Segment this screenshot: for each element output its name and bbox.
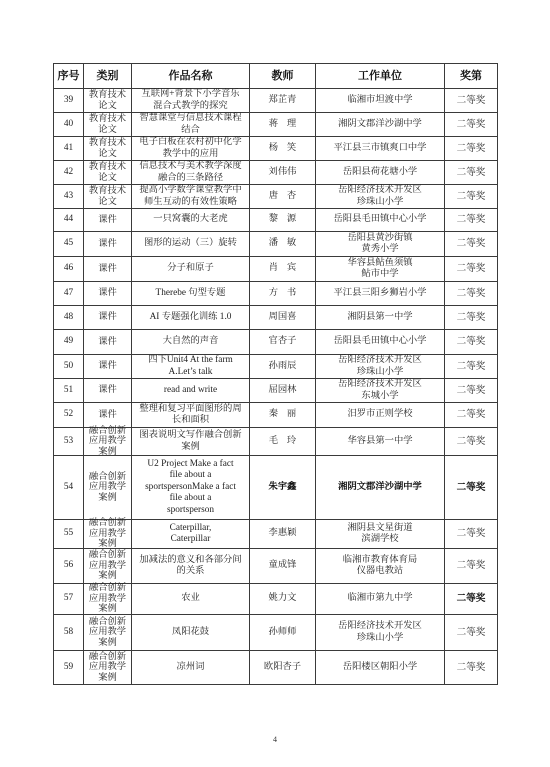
cell-unit: [316, 355, 445, 378]
cell-category: [84, 89, 132, 112]
cell-category-text: 课件: [98, 385, 117, 396]
cell-no-text: 45: [63, 238, 74, 249]
cell-title: [132, 306, 250, 329]
cell-no: [54, 355, 84, 378]
cell-award: [445, 520, 498, 548]
cell-category-text: 教育技术 论文: [88, 138, 127, 159]
cell-no-text: 52: [63, 409, 74, 420]
cell-title: [132, 456, 250, 519]
cell-no: [54, 113, 84, 136]
cell-no: [54, 428, 84, 455]
cell-category-text: 融合创新 应用教学 案例: [88, 616, 127, 648]
cell-award: [445, 456, 498, 519]
table-row: [54, 615, 498, 651]
cell-category: [84, 161, 132, 184]
cell-award: [445, 584, 498, 614]
cell-award-text: 二等奖: [456, 166, 486, 178]
table-row: [54, 282, 498, 306]
cell-category: [84, 209, 132, 231]
cell-no-text: 50: [63, 360, 74, 371]
cell-title: [132, 232, 250, 256]
cell-no-text: 42: [63, 166, 74, 177]
cell-category: [84, 584, 132, 614]
cell-category-text: 课件: [98, 409, 117, 420]
cell-no-text: 44: [63, 214, 74, 225]
cell-category-text: 教育技术 论文: [88, 186, 127, 207]
cell-teacher: [250, 520, 316, 548]
cell-title: [132, 330, 250, 354]
cell-award: [445, 615, 498, 650]
cell-award-text: 二等奖: [456, 214, 486, 226]
cell-no-text: 40: [63, 118, 74, 129]
cell-unit-text: 湘阴县文星街道 滨湖学校: [347, 522, 413, 544]
cell-no-text: 55: [63, 528, 74, 539]
cell-award-text: 二等奖: [456, 263, 486, 275]
cell-unit: [316, 456, 445, 519]
cell-award: [445, 549, 498, 583]
cell-title: [132, 137, 250, 160]
cell-teacher: [250, 456, 316, 519]
cell-teacher: [250, 403, 316, 427]
cell-title: [132, 355, 250, 378]
cell-category: [84, 615, 132, 650]
cell-teacher-text: 蒋 理: [268, 118, 297, 129]
table-row: [54, 355, 498, 379]
cell-category-text: 课件: [98, 214, 117, 225]
cell-no: [54, 379, 84, 402]
cell-title: [132, 549, 250, 583]
cell-award: [445, 209, 498, 231]
table-row: [54, 651, 498, 685]
cell-unit-text: 岳阳楼区朝阳小学: [342, 661, 418, 672]
cell-title-text: 图表说明文写作融合创新 案例: [139, 430, 242, 452]
cell-no-text: 47: [63, 287, 74, 298]
cell-no: [54, 209, 84, 231]
cell-unit-text: 华容县第一中学: [347, 435, 413, 446]
cell-title: [132, 615, 250, 650]
cell-award-text: 二等奖: [456, 94, 486, 106]
header-teacher-label: 教师: [271, 69, 294, 82]
cell-category: [84, 113, 132, 136]
cell-unit: [316, 520, 445, 548]
cell-unit-text: 平江县三阳乡狮岩小学: [333, 287, 427, 298]
cell-unit: [316, 209, 445, 231]
cell-no: [54, 137, 84, 160]
cell-title: [132, 651, 250, 684]
table-row: [54, 137, 498, 161]
cell-teacher: [250, 137, 316, 160]
cell-award: [445, 161, 498, 184]
cell-teacher-text: 孙雨辰: [268, 360, 297, 371]
cell-unit-text: 岳阳县毛田镇中心小学: [333, 214, 427, 225]
cell-award: [445, 428, 498, 455]
cell-award: [445, 137, 498, 160]
cell-title-text: 信息技术与美术教学深度 融合的三条路径: [139, 161, 242, 183]
cell-title-text: 凤阳花鼓: [171, 626, 210, 637]
cell-no-text: 54: [63, 481, 74, 492]
cell-teacher-text: 官杏子: [268, 336, 297, 347]
cell-award-text: 二等奖: [456, 560, 486, 572]
cell-no: [54, 282, 84, 305]
cell-no-text: 51: [63, 384, 74, 395]
cell-no-text: 39: [63, 94, 74, 105]
cell-award-text: 二等奖: [456, 118, 486, 130]
cell-unit-text: 岳阳经济技术开发区 东城小学: [338, 379, 422, 401]
cell-no-text: 46: [63, 263, 74, 274]
cell-no-text: 57: [63, 593, 74, 604]
cell-teacher-text: 方 书: [268, 287, 297, 298]
header-no-label: 序号: [57, 69, 80, 82]
cell-teacher: [250, 584, 316, 614]
cell-no: [54, 403, 84, 427]
cell-teacher: [250, 379, 316, 402]
cell-title-text: AI 专题强化训练 1.0: [149, 311, 232, 322]
cell-teacher: [250, 651, 316, 684]
header-cell-no: [54, 64, 84, 88]
cell-unit-text: 岳阳县荷花塘小学: [342, 166, 418, 177]
cell-title-text: 整理和复习平面图形的周 长和面积: [139, 403, 242, 425]
cell-award-text: 二等奖: [456, 481, 486, 493]
cell-teacher-text: 黎 源: [268, 214, 297, 225]
table-row: [54, 549, 498, 584]
cell-teacher: [250, 113, 316, 136]
cell-title-text: U2 Project Make a fact file about a sportspersonMake a fact file about a sportsperson: [145, 458, 236, 515]
cell-award: [445, 113, 498, 136]
table-row: [54, 379, 498, 403]
cell-title-text: 大自然的声音: [162, 336, 219, 347]
cell-teacher: [250, 355, 316, 378]
cell-category: [84, 306, 132, 329]
table-row: [54, 403, 498, 428]
cell-title-text: 四下Unit4 At the farm A.Let’s talk: [148, 355, 233, 377]
cell-category: [84, 549, 132, 583]
cell-no: [54, 257, 84, 281]
cell-unit-text: 临湘市教育体育局 仪器电教站: [342, 554, 418, 576]
cell-no-text: 53: [63, 435, 74, 446]
cell-award-text: 二等奖: [456, 593, 486, 605]
header-award-label: 奖第: [460, 69, 482, 82]
cell-no-text: 59: [63, 661, 74, 672]
cell-title-text: 智慧课堂与信息技术课程 结合: [139, 113, 242, 135]
cell-title: [132, 89, 250, 112]
cell-category-text: 课件: [98, 312, 117, 323]
table-row: [54, 161, 498, 185]
cell-no-text: 43: [63, 190, 74, 201]
cell-unit: [316, 379, 445, 402]
cell-teacher: [250, 185, 316, 208]
cell-teacher-text: 姚力文: [268, 593, 297, 604]
cell-title: [132, 403, 250, 427]
header-cell-title: [132, 64, 250, 88]
cell-teacher-text: 郑芷青: [268, 94, 297, 105]
cell-category: [84, 232, 132, 256]
cell-unit: [316, 232, 445, 256]
cell-teacher-text: 肖 宾: [268, 263, 297, 274]
table-row: [54, 425, 498, 457]
table-row: [54, 306, 498, 330]
cell-no-text: 58: [63, 626, 74, 637]
cell-no: [54, 330, 84, 354]
cell-unit: [316, 89, 445, 112]
cell-title: [132, 161, 250, 184]
page-number: 4: [273, 735, 277, 744]
cell-award: [445, 282, 498, 305]
cell-title-text: 分子和原子: [167, 263, 214, 274]
cell-no: [54, 520, 84, 548]
cell-award-text: 二等奖: [456, 384, 486, 396]
cell-unit: [316, 257, 445, 281]
cell-teacher-text: 毛 玲: [268, 435, 297, 446]
cell-title: [132, 209, 250, 231]
header-cell-unit: [316, 64, 445, 88]
cell-category-text: 课件: [98, 336, 117, 347]
cell-award-text: 二等奖: [456, 190, 486, 202]
cell-award: [445, 232, 498, 256]
cell-teacher: [250, 330, 316, 354]
cell-unit: [316, 113, 445, 136]
cell-category-text: 融合创新 应用教学 案例: [88, 583, 127, 615]
cell-category: [84, 282, 132, 305]
cell-award: [445, 89, 498, 112]
cell-unit-text: 湘阴文郡洋沙湖中学: [338, 118, 422, 129]
cell-award-text: 二等奖: [456, 661, 486, 673]
cell-category-text: 融合创新 应用教学 案例: [88, 518, 127, 550]
cell-title-text: Caterpillar, Caterpillar: [169, 522, 212, 544]
cell-teacher-text: 屈园林: [268, 384, 297, 395]
cell-no-text: 41: [63, 142, 74, 153]
cell-unit-text: 临湘市第九中学: [347, 593, 413, 604]
cell-category: [84, 355, 132, 378]
cell-unit: [316, 428, 445, 455]
cell-award: [445, 379, 498, 402]
cell-unit-text: 华容县鲇鱼须镇 鲇市中学: [347, 257, 413, 279]
cell-unit: [316, 161, 445, 184]
cell-teacher: [250, 232, 316, 256]
cell-category: [84, 403, 132, 427]
cell-teacher: [250, 257, 316, 281]
cell-teacher-text: 杨 笑: [268, 142, 297, 153]
cell-award-text: 二等奖: [456, 528, 486, 540]
cell-category-text: 教育技术 论文: [88, 90, 127, 111]
cell-title-text: 互联网+背景下小学音乐 混合式教学的探究: [141, 89, 240, 111]
cell-title: [132, 584, 250, 614]
cell-title: [132, 185, 250, 208]
cell-unit-text: 岳阳经济技术开发区 珍珠山小学: [338, 621, 422, 643]
cell-teacher-text: 刘伟伟: [268, 166, 297, 177]
cell-title: [132, 379, 250, 402]
cell-unit-text: 岳阳经济技术开发区 珍珠山小学: [338, 185, 422, 207]
cell-award-text: 二等奖: [456, 360, 486, 372]
cell-category: [84, 379, 132, 402]
cell-teacher: [250, 89, 316, 112]
cell-award-text: 二等奖: [456, 336, 486, 348]
cell-unit: [316, 615, 445, 650]
table-row: [54, 209, 498, 232]
cell-unit: [316, 306, 445, 329]
cell-award: [445, 403, 498, 427]
cell-category-text: 课件: [98, 361, 117, 372]
cell-teacher-text: 童成锋: [268, 560, 297, 571]
cell-unit-text: 汨罗市正则学校: [347, 409, 413, 420]
cell-no: [54, 306, 84, 329]
cell-award-text: 二等奖: [456, 311, 486, 323]
cell-award: [445, 651, 498, 684]
cell-unit: [316, 330, 445, 354]
table-body: [54, 89, 498, 685]
award-table: [53, 63, 498, 685]
cell-unit-text: 岳阳县黄沙街镇 黄秀小学: [347, 232, 413, 254]
cell-unit-text: 湘阴县第一中学: [347, 311, 413, 322]
cell-unit: [316, 584, 445, 614]
cell-title: [132, 428, 250, 455]
cell-teacher-text: 秦 丽: [268, 409, 297, 420]
cell-title-text: Therebe 句型专题: [155, 287, 226, 298]
cell-teacher: [250, 282, 316, 305]
cell-unit: [316, 549, 445, 583]
cell-teacher: [250, 428, 316, 455]
cell-no: [54, 89, 84, 112]
cell-no: [54, 549, 84, 583]
cell-teacher-text: 欧阳杏子: [263, 661, 302, 672]
header-cell-award: [445, 64, 498, 88]
cell-teacher-text: 孙师师: [268, 626, 297, 637]
cell-title-text: 加减法的意义和各部分间 的关系: [139, 554, 242, 576]
cell-no: [54, 584, 84, 614]
cell-unit-text: 湘阴文郡洋沙湖中学: [338, 481, 422, 492]
cell-no-text: 48: [63, 311, 74, 322]
table-row: [54, 89, 498, 113]
table-row: [54, 520, 498, 549]
header-cell-teacher: [250, 64, 316, 88]
cell-unit-text: 岳阳经济技术开发区 珍珠山小学: [338, 355, 422, 377]
cell-teacher-text: 潘 敏: [268, 238, 297, 249]
cell-category-text: 课件: [98, 263, 117, 274]
cell-teacher-text: 唐 杏: [268, 190, 297, 201]
table-row: [54, 584, 498, 615]
cell-unit-text: 岳阳县毛田镇中心小学: [333, 336, 427, 347]
cell-category-text: 教育技术 论文: [88, 114, 127, 135]
cell-unit: [316, 282, 445, 305]
cell-title-text: 电子白板在农村初中化学 教学中的应用: [139, 137, 242, 159]
table-row: [54, 185, 498, 209]
cell-no: [54, 185, 84, 208]
cell-title-text: 提高小学数学课堂教学中 师生互动的有效性策略: [139, 185, 242, 207]
cell-category: [84, 257, 132, 281]
cell-title-text: 图形的运动（三）旋转: [144, 238, 237, 249]
cell-category: [84, 520, 132, 548]
cell-teacher-text: 朱宇鑫: [268, 481, 297, 492]
table-row: [54, 330, 498, 355]
cell-award-text: 二等奖: [456, 409, 486, 421]
cell-teacher-text: 李惠颖: [268, 528, 297, 539]
cell-unit-text: 临湘市坦渡中学: [347, 94, 413, 105]
header-title-label: 作品名称: [168, 69, 213, 82]
cell-category: [84, 137, 132, 160]
cell-category: [84, 185, 132, 208]
cell-teacher: [250, 209, 316, 231]
table-row: [54, 232, 498, 257]
cell-title-text: read and write: [163, 384, 218, 395]
header-unit-label: 工作单位: [358, 69, 402, 82]
cell-category-text: 融合创新 应用教学 案例: [88, 471, 127, 503]
cell-title-text: 凉州词: [176, 661, 205, 672]
cell-award-text: 二等奖: [456, 142, 486, 154]
cell-title: [132, 113, 250, 136]
cell-award-text: 二等奖: [456, 238, 486, 250]
cell-category-text: 融合创新 应用教学 案例: [88, 425, 127, 457]
cell-award: [445, 185, 498, 208]
cell-unit: [316, 185, 445, 208]
cell-unit-text: 平江县三市镇爽口中学: [333, 142, 427, 153]
cell-teacher: [250, 549, 316, 583]
cell-no-text: 49: [63, 336, 74, 347]
cell-title: [132, 282, 250, 305]
cell-no: [54, 456, 84, 519]
cell-teacher-text: 周国喜: [268, 311, 297, 322]
cell-no-text: 56: [63, 560, 74, 571]
cell-teacher: [250, 615, 316, 650]
table-header-row: [54, 64, 498, 89]
cell-teacher: [250, 161, 316, 184]
cell-category-text: 融合创新 应用教学 案例: [88, 550, 127, 582]
header-category-label: 类别: [96, 69, 119, 82]
cell-category-text: 课件: [98, 288, 117, 299]
cell-award: [445, 355, 498, 378]
cell-teacher: [250, 306, 316, 329]
cell-category: [84, 456, 132, 519]
cell-award: [445, 330, 498, 354]
cell-award-text: 二等奖: [456, 435, 486, 447]
cell-title: [132, 257, 250, 281]
cell-no: [54, 161, 84, 184]
cell-category: [84, 425, 132, 457]
cell-award-text: 二等奖: [456, 287, 486, 299]
cell-award-text: 二等奖: [456, 626, 486, 638]
cell-category-text: 融合创新 应用教学 案例: [88, 651, 127, 683]
cell-category: [84, 651, 132, 684]
header-cell-category: [84, 64, 132, 88]
cell-title: [132, 520, 250, 548]
table-row: [54, 113, 498, 137]
cell-no: [54, 615, 84, 650]
cell-category: [84, 330, 132, 354]
cell-no: [54, 651, 84, 684]
cell-category-text: 教育技术 论文: [88, 162, 127, 183]
cell-category-text: 课件: [98, 238, 117, 249]
cell-unit: [316, 403, 445, 427]
cell-award: [445, 257, 498, 281]
cell-title-text: 农业: [181, 593, 200, 604]
table-row: [54, 456, 498, 520]
cell-title-text: 一只窝囊的大老虎: [153, 214, 228, 225]
cell-award: [445, 306, 498, 329]
cell-no: [54, 232, 84, 256]
cell-unit: [316, 651, 445, 684]
cell-unit: [316, 137, 445, 160]
table-row: [54, 257, 498, 282]
